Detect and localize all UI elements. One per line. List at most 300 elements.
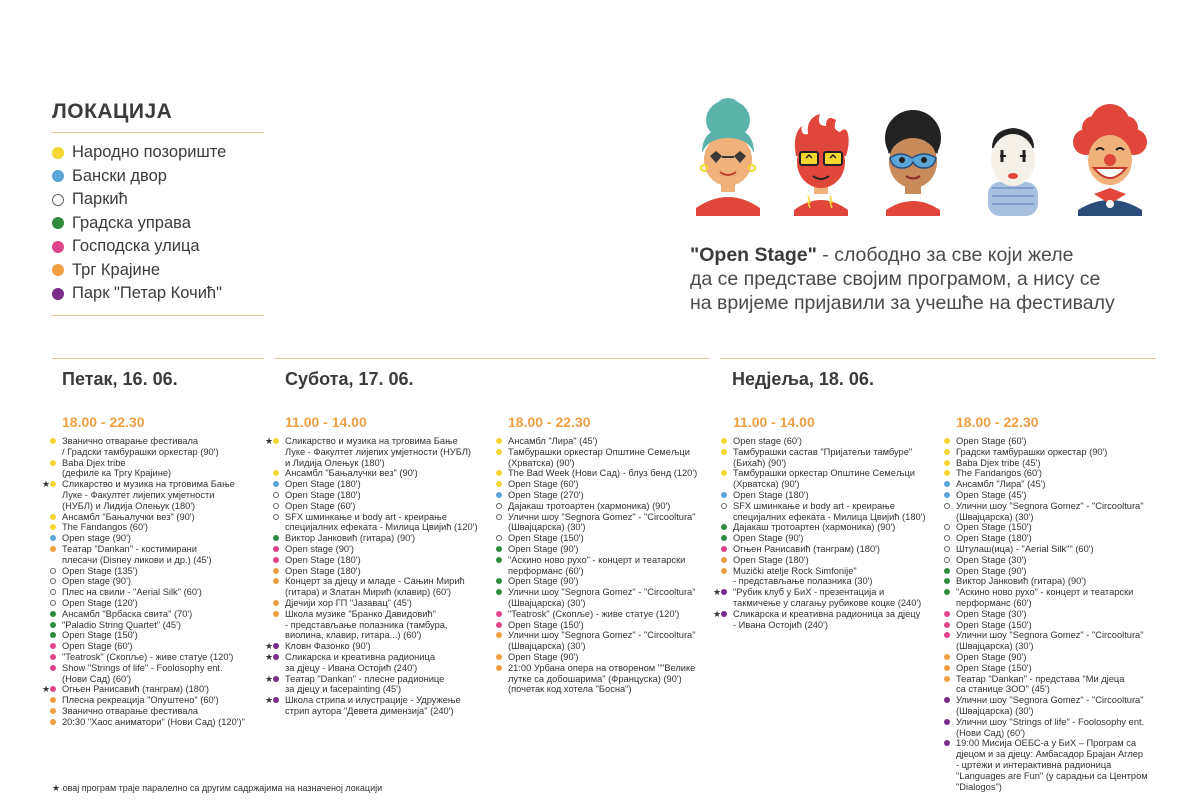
location-dot-icon (944, 557, 950, 563)
location-dot-icon (944, 470, 950, 476)
event-item (273, 630, 498, 641)
event-list (713, 436, 946, 630)
event-list (42, 436, 270, 728)
event-text: Open Stage (150') (956, 619, 1032, 630)
event-item (496, 566, 721, 577)
location-dot-icon (496, 503, 502, 509)
location-dot-icon (52, 217, 64, 229)
event-item (721, 576, 946, 587)
event-text: (Бихаћ) (90') (733, 457, 787, 468)
location-dot-icon (50, 686, 56, 692)
event-text: The Fandangos (60') (956, 468, 1043, 479)
location-dot-icon (273, 503, 279, 509)
event-text: (гитара) и Златан Мирић (клавир) (60') (285, 587, 452, 598)
event-item (273, 544, 498, 555)
event-text: Open Stage (90') (733, 533, 804, 544)
event-text: Open stage (90') (285, 543, 354, 554)
event-item (944, 684, 1174, 695)
event-item (496, 555, 721, 566)
event-item (721, 436, 946, 447)
event-text: (Хрватска) (90') (508, 457, 575, 468)
event-item (944, 782, 1174, 793)
event-item (265, 695, 498, 706)
event-text: Улични шоу "Segnora Gomez" - "Circooltura" (956, 500, 1144, 511)
day-label-friday: Петак, 16. 06. (62, 369, 178, 389)
location-dot-icon (273, 481, 279, 487)
location-dot-icon (273, 611, 279, 617)
event-text: Open Stage (150') (956, 522, 1032, 533)
event-item (273, 684, 498, 695)
event-item (721, 512, 946, 523)
location-dot-icon (496, 622, 502, 628)
location-dot-icon (273, 546, 279, 552)
event-item (50, 566, 270, 577)
event-item (50, 468, 270, 479)
location-dot-icon (50, 460, 56, 466)
event-text: Градски тамбурашки оркестар (90') (956, 446, 1108, 457)
event-text: за дјецу - Ивана Остојић (240') (285, 662, 418, 673)
location-dot-icon (273, 514, 279, 520)
location-dot-icon (273, 492, 279, 498)
event-text: (почетак код хотела "Босна") (508, 684, 632, 695)
legend-item (52, 235, 264, 259)
event-item (721, 544, 946, 555)
legend-item-label: Парк "Петар Кочић" (72, 284, 222, 302)
location-dot-icon (944, 632, 950, 638)
event-item (944, 695, 1174, 706)
location-dot-icon (496, 449, 502, 455)
day-header-friday (52, 358, 264, 402)
event-item (944, 490, 1174, 501)
event-text: Show "Strings of life" - Foolosophy ent. (62, 662, 223, 673)
event-text: Ансамбл "Врбаска свита" (70') (62, 608, 193, 619)
location-dot-icon (273, 578, 279, 584)
event-text: Open stage (90') (62, 533, 131, 544)
event-item (496, 684, 721, 695)
event-item (50, 641, 270, 652)
location-dot-icon (50, 654, 56, 660)
footnote: ★ овај програм траје паралелно са другим садржајима на назначеној локацији (52, 783, 383, 793)
event-text: (Швајцарска) (30') (508, 522, 586, 533)
legend-item (52, 141, 264, 165)
time-slot: 18.00 - 22.30 (62, 414, 145, 430)
event-text: Muzički atelje Rock Simfonije" (733, 565, 857, 576)
event-item (50, 544, 270, 555)
event-text: Open Stage (60') (62, 641, 133, 652)
legend-item-label: Паркић (72, 190, 128, 208)
event-item (944, 458, 1174, 469)
event-text: (Нови Сад) (60') (956, 727, 1026, 738)
star-icon: ★ (265, 436, 274, 446)
event-text: Луке - Факултет лијепих умјетности (НУБЛ) (285, 446, 472, 457)
event-text: Дајакаш тротоартен (хармоника) (90') (508, 500, 671, 511)
event-text: Сликарство и музика на трговима Бање (62, 479, 235, 490)
event-text: Улични шоу "Segnora Gomez" - "Circooltura" (508, 630, 696, 641)
event-text: Open Stage (90') (956, 651, 1027, 662)
legend-item (52, 165, 264, 189)
location-dot-icon (944, 697, 950, 703)
event-text: Open Stage (60') (956, 436, 1027, 446)
event-item (273, 458, 498, 469)
event-item (944, 479, 1174, 490)
event-text: специјалних ефеката - Милица Цвијић (180') (733, 511, 926, 522)
event-item (713, 608, 946, 620)
event-text: (Швајцарска) (30') (508, 641, 586, 652)
day-label-sunday: Недјеља, 18. 06. (732, 369, 874, 389)
location-dot-icon (944, 535, 950, 541)
event-item (496, 533, 721, 544)
location-dot-icon (944, 578, 950, 584)
event-text: Open Stage (180') (733, 554, 809, 565)
location-dot-icon (496, 578, 502, 584)
event-item (496, 630, 721, 641)
event-text: The Fandangos (60') (62, 522, 149, 533)
event-item (496, 490, 721, 501)
event-text: Open stage (90') (62, 576, 131, 587)
location-dot-icon (496, 611, 502, 617)
event-text: Open Stage (30') (956, 608, 1027, 619)
event-text: Open Stage (60') (285, 500, 356, 511)
event-text: такмичење у слагању рубикове коцке (240') (733, 597, 922, 608)
event-text: Званично отварање фестивала (62, 436, 199, 446)
event-text: - представљање полазника (30') (733, 576, 873, 587)
event-text: Open Stage (180') (956, 533, 1032, 544)
location-dot-icon (50, 578, 56, 584)
event-text: (Хрватска) (90') (733, 479, 800, 490)
location-dot-icon (721, 589, 727, 595)
event-item (50, 436, 270, 447)
event-text: SFX шминкање и body art - креирање (285, 511, 447, 522)
event-item (265, 641, 498, 652)
event-text: стрип аутора "Девета димензија" (240') (285, 705, 454, 716)
star-icon: ★ (265, 651, 274, 662)
event-list (496, 436, 721, 695)
location-dot-icon (273, 697, 279, 703)
schedule-column-saturday-evening (496, 414, 721, 695)
event-text: (Швајцарска) (30') (956, 511, 1034, 522)
event-text: "Аскино ново рухо" - концерт и театарски (956, 587, 1134, 598)
event-item (721, 598, 946, 609)
event-text: Улични шоу "Segnora Gomez" - "Circooltura" (956, 695, 1144, 706)
location-dot-icon (496, 589, 502, 595)
masked-woman-icon (878, 98, 948, 216)
event-text: Плес на свили - "Aerial Silk" (60') (62, 587, 202, 598)
character-illustrations (688, 98, 1152, 218)
event-text: Open Stage (180') (285, 489, 361, 500)
event-item (721, 522, 946, 533)
event-text: Open Stage (90') (508, 576, 579, 587)
event-item (944, 566, 1174, 577)
location-dot-icon (50, 665, 56, 671)
event-text: Огњен Ранисавић (танграм) (180') (62, 684, 209, 695)
event-text: Open Stage (270') (508, 489, 584, 500)
location-dot-icon (721, 438, 727, 444)
event-item (496, 479, 721, 490)
event-item (713, 587, 946, 598)
event-item (273, 490, 498, 501)
event-text: Улични шоу "Segnora Gomez" - "Circooltura" (508, 587, 696, 598)
location-dot-icon (273, 568, 279, 574)
event-item (50, 620, 270, 631)
event-item (273, 706, 498, 717)
location-dot-icon (496, 535, 502, 541)
event-item (496, 501, 721, 512)
event-text: Улични шоу "Strings of life" - Foolosophy ent. (956, 716, 1145, 727)
event-text: Сликарска и креативна радионица (285, 651, 435, 662)
location-dot-icon (273, 676, 279, 682)
legend-title: ЛОКАЦИЈА (52, 100, 264, 133)
event-text: Ансамбл "Лира" (45') (956, 479, 1046, 490)
location-dot-icon (273, 535, 279, 541)
event-item (50, 522, 270, 533)
location-dot-icon (273, 438, 279, 444)
location-dot-icon (50, 611, 56, 617)
event-item (273, 620, 498, 631)
time-slot: 11.00 - 14.00 (285, 414, 367, 430)
event-text: Open Stage (150') (956, 662, 1032, 673)
location-dot-icon (944, 481, 950, 487)
event-item (944, 544, 1174, 555)
event-item (273, 555, 498, 566)
location-dot-icon (721, 546, 727, 552)
star-icon: ★ (42, 479, 51, 490)
event-text: Школа музике "Бранко Давидовић" (285, 608, 436, 619)
event-item (721, 490, 946, 501)
event-text: Званично отварање фестивала (62, 705, 199, 716)
event-text: SFX шминкање и body art - креирање (733, 500, 895, 511)
location-dot-icon (273, 600, 279, 606)
time-slot: 18.00 - 22.30 (956, 414, 1039, 430)
event-item (273, 533, 498, 544)
time-slot: 18.00 - 22.30 (508, 414, 591, 430)
location-dot-icon (496, 514, 502, 520)
event-item (944, 674, 1174, 685)
event-text: Плесна рекреација "Опуштено" (60') (62, 695, 219, 706)
event-item (944, 501, 1174, 512)
event-text: - представљање полазника (тамбура, (285, 619, 448, 630)
event-text: "Languages are Fun" (у сарадњи са Центром (956, 770, 1148, 781)
event-item (944, 533, 1174, 544)
event-item (944, 738, 1174, 749)
event-item (496, 598, 721, 609)
clown-icon (1072, 98, 1148, 216)
event-text: Дајакаш тротоартен (хармоника) (90') (733, 522, 896, 533)
event-item (50, 674, 270, 685)
location-dot-icon (944, 740, 950, 746)
location-dot-icon (944, 665, 950, 671)
location-dot-icon (721, 535, 727, 541)
event-text: Open Stage (45') (956, 489, 1027, 500)
event-text: (Швајцарска) (30') (508, 597, 586, 608)
location-dot-icon (944, 568, 950, 574)
star-icon: ★ (265, 695, 274, 706)
location-dot-icon (944, 589, 950, 595)
legend-item (52, 212, 264, 236)
star-icon: ★ (42, 684, 51, 695)
event-item (944, 663, 1174, 674)
location-dot-icon (52, 194, 64, 206)
event-text: Улични шоу "Segnora Gomez" - "Circooltura" (508, 511, 696, 522)
event-text: "Аскино ново рухо" - концерт и театарски (508, 554, 686, 565)
location-dot-icon (944, 611, 950, 617)
event-text: (Нови Сад) (60') (62, 673, 132, 684)
location-dot-icon (944, 622, 950, 628)
event-item (50, 717, 270, 728)
event-item (944, 512, 1174, 523)
event-item (944, 760, 1174, 771)
event-item (273, 501, 498, 512)
event-item (721, 479, 946, 490)
location-dot-icon (50, 514, 56, 520)
event-item (50, 598, 270, 609)
location-dot-icon (944, 492, 950, 498)
event-text: и Лидија Олењук (180') (285, 457, 385, 468)
event-text: 21:00 Урбана опера на отвореном ""Велике (508, 662, 696, 673)
event-item (50, 695, 270, 706)
event-text: Сликарска и креативна радионица за дјецу (733, 608, 921, 619)
schedule-column-sunday-morning (713, 414, 946, 630)
event-item (496, 468, 721, 479)
event-item (721, 566, 946, 577)
event-item (944, 630, 1174, 641)
location-dot-icon (273, 470, 279, 476)
event-text: плесачи (Disney ликови и др.) (45') (62, 554, 212, 565)
legend-item-label: Господска улица (72, 237, 200, 255)
event-text: Театар "Dankan" - костимирани (62, 543, 197, 554)
event-text: The Bad Week (Нови Сад) - блуз бенд (120') (508, 468, 698, 479)
event-text: Open Stage (180') (733, 489, 809, 500)
event-item (496, 641, 721, 652)
event-item (50, 458, 270, 469)
event-text: (дефиле ка Тргу Крајине) (62, 468, 172, 479)
event-item (944, 598, 1174, 609)
event-item (721, 458, 946, 469)
schedule-column-friday-evening (42, 414, 270, 728)
event-text: Дјечији хор ГП "Јазавац" (45') (285, 597, 412, 608)
event-text: "Рубик клуб у БиХ - презентација и (733, 587, 885, 598)
mime-icon (978, 98, 1048, 216)
location-dot-icon (273, 557, 279, 563)
location-dot-icon (496, 654, 502, 660)
location-dot-icon (944, 438, 950, 444)
event-text: Baba Djex tribe (62, 457, 126, 468)
event-text: (Швајцарска) (30') (956, 641, 1034, 652)
flame-hair-man-icon (786, 98, 856, 216)
location-dot-icon (50, 622, 56, 628)
legend-list (52, 133, 264, 316)
location-dot-icon (52, 288, 64, 300)
location-dot-icon (721, 557, 727, 563)
location-dot-icon (50, 708, 56, 714)
event-item (721, 533, 946, 544)
event-item (496, 458, 721, 469)
location-dot-icon (944, 449, 950, 455)
event-text: / Градски тамбурашки оркестар (90') (62, 446, 219, 457)
event-text: Театар "Dankan" - плесне радионице (285, 673, 445, 684)
event-item (50, 555, 270, 566)
event-text: лутке са добошарима" (Француска) (90') (508, 673, 682, 684)
event-item (42, 479, 270, 490)
event-item (496, 609, 721, 620)
location-legend (52, 100, 264, 316)
event-text: дјецом и за дјецу: Амбасадор Брајан Аглер (956, 749, 1144, 760)
event-item (721, 447, 946, 458)
event-item (496, 447, 721, 458)
event-item (496, 576, 721, 587)
legend-item (52, 188, 264, 212)
open-stage-line-2: да се представе својим програмом, а нису се (690, 268, 1101, 290)
event-item (721, 501, 946, 512)
event-text: Тамбурашки оркестар Општине Семељци (733, 468, 915, 479)
event-item (944, 771, 1174, 782)
event-item (50, 706, 270, 717)
event-item (944, 587, 1174, 598)
event-text: Концерт за дјецу и младе - Сањин Мирић (285, 576, 465, 587)
event-text: "Teatrosk" (Скопље) - живе статуе (120') (62, 651, 234, 662)
event-text: Open stage (60') (733, 436, 802, 446)
location-dot-icon (496, 557, 502, 563)
event-text: "Dialogos") (956, 781, 1002, 792)
location-dot-icon (944, 503, 950, 509)
star-icon: ★ (265, 641, 274, 652)
event-item (273, 566, 498, 577)
event-text: Open Stage (135') (62, 565, 138, 576)
event-item (273, 447, 498, 458)
event-item (496, 620, 721, 631)
event-text: Сликарство и музика на трговима Бање (285, 436, 458, 446)
location-dot-icon (496, 492, 502, 498)
location-dot-icon (496, 481, 502, 487)
location-dot-icon (273, 643, 279, 649)
legend-item-label: Народно позориште (72, 143, 227, 161)
event-text: Луке - Факултет лијепих умјетности (62, 489, 215, 500)
location-dot-icon (50, 524, 56, 530)
event-text: - цртежи и интерактивна радионица (956, 759, 1112, 770)
event-item (265, 651, 498, 663)
event-text: "Teatrosk" (Скопље) - живе статуе (120') (508, 608, 680, 619)
open-stage-line-3: на вријеме пријавили за учешће на фестивалу (690, 292, 1115, 314)
event-item (944, 620, 1174, 631)
event-item (273, 576, 498, 587)
event-text: (Швајцарска) (30') (956, 705, 1034, 716)
event-item (50, 609, 270, 620)
location-dot-icon (721, 503, 727, 509)
event-item (273, 587, 498, 598)
event-item (944, 522, 1174, 533)
event-text: Open Stage (90') (956, 565, 1027, 576)
location-dot-icon (50, 643, 56, 649)
star-icon: ★ (713, 587, 722, 598)
event-list (944, 436, 1174, 792)
event-item (496, 436, 721, 447)
event-item (944, 576, 1174, 587)
event-item (944, 749, 1174, 760)
event-list (265, 436, 498, 717)
event-item (50, 652, 270, 663)
event-text: специјалних ефеката - Милица Цвијић (120') (285, 522, 478, 533)
location-dot-icon (52, 170, 64, 182)
event-item (944, 447, 1174, 458)
event-text: перформанс (60') (508, 565, 584, 576)
event-item (273, 522, 498, 533)
location-dot-icon (52, 264, 64, 276)
location-dot-icon (50, 568, 56, 574)
location-dot-icon (721, 449, 727, 455)
event-item (273, 609, 498, 620)
event-text: Школа стрипа и илустрације - Удружење (285, 695, 461, 706)
event-item (42, 684, 270, 695)
day-header-sunday (720, 358, 1156, 402)
